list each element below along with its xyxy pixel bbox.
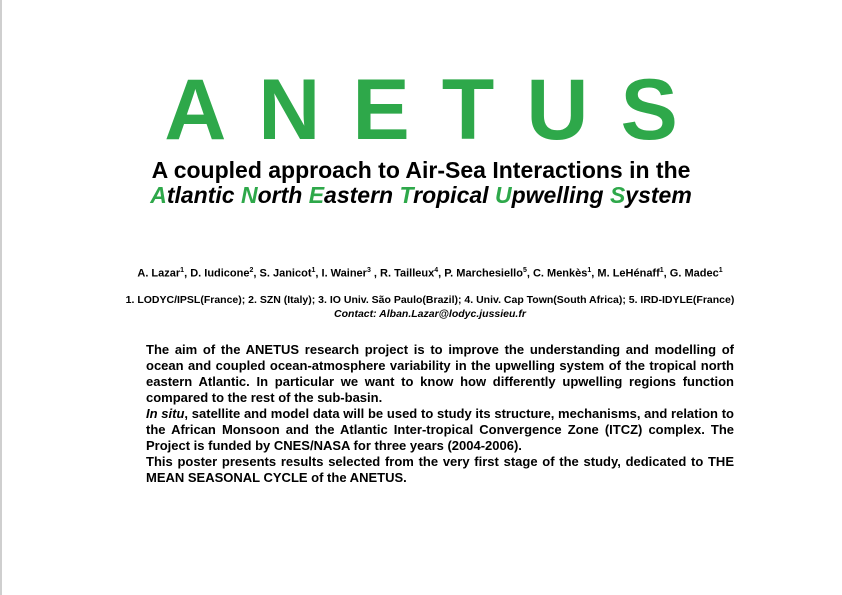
author-separator: , [253, 267, 260, 280]
abstract-paragraph: This poster presents results selected from the very first stage of the study, dedicated to THE MEAN SEASONAL CYCLE of the ANETUS. [146, 454, 734, 485]
author-separator: , [370, 267, 381, 280]
author-name: I. Wainer [321, 267, 367, 280]
affiliations: 1. LODYC/IPSL(France); 2. SZN (Italy); 3. IO Univ. São Paulo(Brazil); 4. Univ. Cap Town(South Africa); 5. IRD-IDYLE(France) [125, 294, 735, 306]
author-separator: , [591, 267, 598, 280]
contact-line: Contact: Alban.Lazar@lodyc.jussieu.fr [334, 308, 526, 320]
abstract-text: , satellite and model data will be used to study its structure, mechanisms, and relation to the African Monsoon and the Atlantic Inter-tropical Convergence Zone (ITCZ) complex. The Project is funded by CNES/NASA for three years (2004-2006). [146, 406, 734, 453]
acronym-letter: A [150, 182, 167, 208]
subtitle-word: ropical [413, 182, 495, 208]
subtitle-word: astern [324, 182, 400, 208]
author-name: R. Tailleux [380, 267, 435, 280]
author-affil-sup: 1 [587, 267, 592, 274]
author-separator: , [315, 267, 322, 280]
author-name: C. Menkès [532, 267, 588, 280]
subtitle-line-2 [0, 182, 842, 208]
author-name: D. Iudicone [190, 267, 250, 280]
subtitle-word: ystem [625, 182, 692, 208]
subtitle-word: pwelling [511, 182, 610, 208]
in-situ-italic: In situ [146, 406, 185, 421]
author-name: M. LeHénaff [597, 267, 660, 280]
title-letter: S [620, 62, 678, 158]
acronym-letter: E [308, 182, 325, 208]
author-list [100, 263, 760, 282]
author-affil-sup: 5 [522, 267, 527, 274]
author-separator: , [438, 267, 445, 280]
subtitle-line-1: A coupled approach to Air-Sea Interactions in the [151, 157, 691, 183]
acronym-letter: N [240, 182, 258, 208]
author-affil-sup: 1 [659, 267, 664, 274]
author-name: G. Madec [669, 267, 719, 280]
title-letter: A [164, 62, 227, 158]
author-separator: , [184, 267, 191, 280]
abstract-paragraph [146, 406, 734, 454]
author-separator: , [663, 267, 670, 280]
acronym-letter: T [399, 182, 414, 208]
author-affil-sup: 4 [434, 267, 439, 274]
author-affil-sup: 1 [718, 267, 723, 274]
author-separator: , [526, 267, 533, 280]
acronym-letter: U [494, 182, 512, 208]
abstract-paragraph: The aim of the ANETUS research project is to improve the understanding and modelling of ocean and coupled ocean-atmosphere variability in the upwelling system of the tropical north eastern Atlantic. In particular we want to know how differently upwelling regions function compared to the rest of the sub-basin. [146, 342, 734, 405]
author-name: P. Marchesiello [444, 267, 523, 280]
author-name: A. Lazar [137, 267, 181, 280]
poster-title [0, 62, 842, 158]
author-affil-sup: 1 [180, 267, 185, 274]
acronym-letter: S [609, 182, 626, 208]
subtitle-word: tlantic [166, 182, 241, 208]
author-affil-sup: 1 [311, 267, 316, 274]
title-letter: U [526, 62, 589, 158]
title-letter: N [258, 62, 321, 158]
title-letter: T [441, 62, 495, 158]
author-affil-sup: 2 [249, 267, 254, 274]
abstract [146, 342, 734, 486]
author-affil-sup: 3 [366, 267, 371, 274]
subtitle-word: orth [257, 182, 309, 208]
author-name: S. Janicot [259, 267, 312, 280]
title-letter: E [352, 62, 410, 158]
